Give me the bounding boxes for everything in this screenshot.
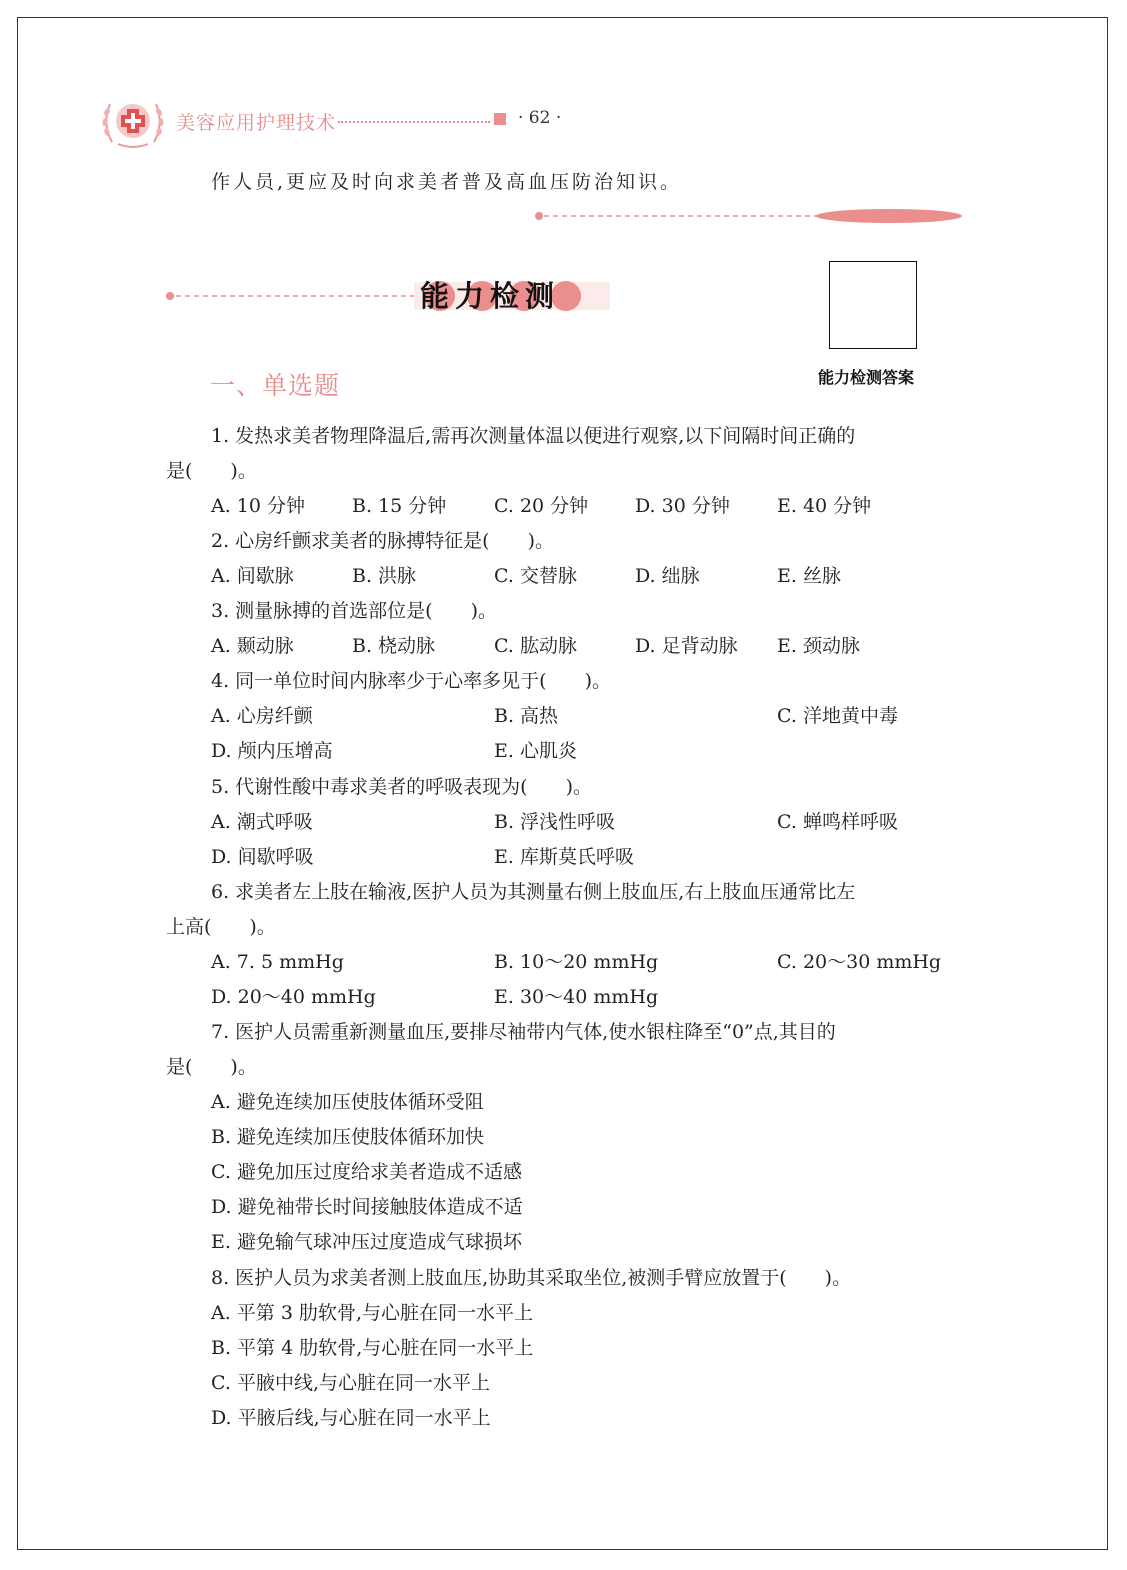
question-5-line-1: 5. 代谢性酸中毒求美者的呼吸表现为( )。 bbox=[211, 776, 592, 798]
question-1-option-c: C. 20 分钟 bbox=[494, 495, 589, 517]
book-title: 美容应用护理技术 bbox=[176, 112, 337, 134]
question-6-line-1: 6. 求美者左上肢在输液,医护人员为其测量右侧上肢血压,右上肢血压通常比左 bbox=[211, 881, 856, 903]
question-3-option-b: B. 桡动脉 bbox=[352, 635, 436, 657]
part-title: 一、单选题 bbox=[210, 371, 341, 400]
question-2-option-c: C. 交替脉 bbox=[494, 565, 577, 587]
question-1-option-a: A. 10 分钟 bbox=[211, 495, 306, 517]
question-2-option-d: D. 绌脉 bbox=[635, 565, 700, 587]
question-6-option-e: E. 30～40 mmHg bbox=[494, 986, 659, 1008]
question-6-option-c: C. 20～30 mmHg bbox=[777, 951, 942, 973]
question-1-line-2: 是( )。 bbox=[166, 460, 257, 482]
question-5-option-a: A. 潮式呼吸 bbox=[211, 811, 313, 833]
question-5-option-b: B. 浮浅性呼吸 bbox=[494, 811, 616, 833]
question-7-line-1: 7. 医护人员需重新测量血压,要排尽袖带内气体,使水银柱降至“0”点,其目的 bbox=[211, 1021, 836, 1043]
question-3-option-c: C. 肱动脉 bbox=[494, 635, 577, 657]
header-dotted-rule bbox=[338, 121, 490, 123]
question-1-option-e: E. 40 分钟 bbox=[777, 495, 872, 517]
nursing-emblem-logo bbox=[100, 92, 166, 152]
question-5-option-e: E. 库斯莫氏呼吸 bbox=[494, 846, 634, 868]
answer-qr-label: 能力检测答案 bbox=[818, 368, 915, 387]
question-7-option-d: D. 避免袖带长时间接触肢体造成不适 bbox=[211, 1196, 523, 1218]
decorative-dashed-rule bbox=[534, 209, 964, 223]
question-1-option-d: D. 30 分钟 bbox=[635, 495, 730, 517]
question-3-option-e: E. 颈动脉 bbox=[777, 635, 860, 657]
question-8-option-d: D. 平腋后线,与心脏在同一水平上 bbox=[211, 1407, 491, 1429]
question-6-option-d: D. 20～40 mmHg bbox=[211, 986, 376, 1008]
question-8-option-c: C. 平腋中线,与心脏在同一水平上 bbox=[211, 1372, 490, 1394]
question-2-option-a: A. 间歇脉 bbox=[211, 565, 294, 587]
question-6-option-a: A. 7. 5 mmHg bbox=[211, 951, 344, 973]
question-7-option-e: E. 避免输气球冲压过度造成气球损坏 bbox=[211, 1231, 522, 1253]
question-2-line-1: 2. 心房纤颤求美者的脉搏特征是( )。 bbox=[211, 530, 554, 552]
question-4-line-1: 4. 同一单位时间内脉率少于心率多见于( )。 bbox=[211, 670, 611, 692]
answer-qr-code-box[interactable] bbox=[829, 261, 917, 349]
section-title: 能力检测 bbox=[420, 279, 561, 313]
question-4-option-c: C. 洋地黄中毒 bbox=[777, 705, 898, 727]
question-2-option-b: B. 洪脉 bbox=[352, 565, 417, 587]
question-4-option-e: E. 心肌炎 bbox=[494, 740, 577, 762]
question-5-option-c: C. 蝉鸣样呼吸 bbox=[777, 811, 898, 833]
question-4-option-d: D. 颅内压增高 bbox=[211, 740, 333, 762]
question-2-option-e: E. 丝脉 bbox=[777, 565, 841, 587]
header-square-marker bbox=[494, 113, 506, 125]
question-4-option-a: A. 心房纤颤 bbox=[211, 705, 313, 727]
question-5-option-d: D. 间歇呼吸 bbox=[211, 846, 314, 868]
question-3-option-d: D. 足背动脉 bbox=[635, 635, 738, 657]
question-1-option-b: B. 15 分钟 bbox=[352, 495, 447, 517]
question-4-option-b: B. 高热 bbox=[494, 705, 559, 727]
question-1-line-1: 1. 发热求美者物理降温后,需再次测量体温以便进行观察,以下间隔时间正确的 bbox=[211, 425, 856, 447]
question-8-line-1: 8. 医护人员为求美者测上肢血压,协助其采取坐位,被测手臂应放置于( )。 bbox=[211, 1267, 852, 1289]
question-7-option-a: A. 避免连续加压使肢体循环受阻 bbox=[211, 1091, 484, 1113]
question-8-option-a: A. 平第 3 肋软骨,与心脏在同一水平上 bbox=[211, 1302, 534, 1324]
question-6-option-b: B. 10～20 mmHg bbox=[494, 951, 659, 973]
question-3-line-1: 3. 测量脉搏的首选部位是( )。 bbox=[211, 600, 497, 622]
question-7-line-2: 是( )。 bbox=[166, 1056, 257, 1078]
page-number: · 62 · bbox=[518, 108, 562, 128]
intro-paragraph-line: 作人员,更应及时向求美者普及高血压防治知识。 bbox=[211, 171, 683, 193]
question-6-line-2: 上高( )。 bbox=[166, 916, 276, 938]
question-3-option-a: A. 颞动脉 bbox=[211, 635, 294, 657]
question-7-option-c: C. 避免加压过度给求美者造成不适感 bbox=[211, 1161, 522, 1183]
question-8-option-b: B. 平第 4 肋软骨,与心脏在同一水平上 bbox=[211, 1337, 534, 1359]
question-7-option-b: B. 避免连续加压使肢体循环加快 bbox=[211, 1126, 485, 1148]
